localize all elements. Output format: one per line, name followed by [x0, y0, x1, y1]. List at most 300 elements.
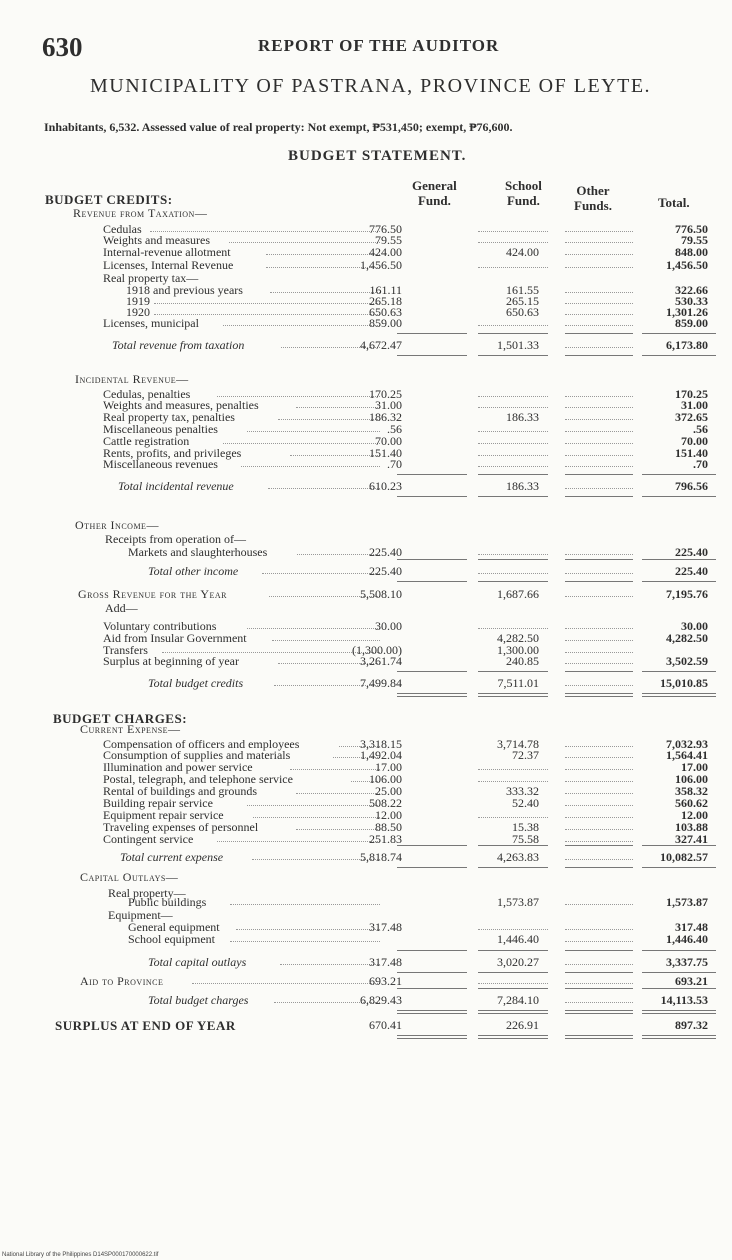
subtotal-rule	[478, 1013, 548, 1014]
subtotal-rule	[565, 496, 633, 497]
blank-cell-rule	[478, 781, 548, 782]
blank-cell-rule	[478, 817, 548, 818]
total-value: 1,564.41	[666, 748, 708, 762]
general-fund-value: 317.48	[369, 920, 402, 934]
blank-cell-rule	[565, 466, 633, 467]
double-rule	[478, 696, 548, 697]
school-fund-value: 186.33	[506, 479, 539, 493]
leader-dots	[223, 325, 380, 326]
subtotal-rule	[397, 333, 467, 334]
leader-dots	[217, 396, 380, 397]
subtotal-rule	[642, 496, 716, 497]
blank-cell-rule	[478, 466, 548, 467]
row-label: Rents, profits, and privileges	[103, 446, 242, 460]
subtotal-rule	[565, 845, 633, 846]
general-fund-value: 317.48	[369, 955, 402, 969]
subtotal-rule	[642, 333, 716, 334]
row-label: Receipts from operation of—	[105, 532, 246, 546]
total-value: 106.00	[675, 772, 708, 786]
blank-cell-rule	[478, 396, 548, 397]
subtotal-rule	[565, 355, 633, 356]
ledger-row-total-current-expense	[0, 850, 732, 864]
subtotal-rule	[642, 671, 716, 672]
row-label: School equipment	[128, 932, 215, 946]
subtotal-rule	[478, 845, 548, 846]
row-label: Other Income—	[75, 518, 159, 532]
blank-cell-rule	[565, 793, 633, 794]
blank-cell-rule	[565, 325, 633, 326]
blank-cell-rule	[565, 596, 633, 597]
subtotal-rule	[397, 1013, 467, 1014]
subtotal-rule	[642, 972, 716, 973]
total-value: 7,195.76	[666, 587, 708, 601]
blank-cell-rule	[478, 231, 548, 232]
subtotal-rule	[565, 950, 633, 951]
leader-dots	[247, 628, 380, 629]
leader-dots	[223, 443, 380, 444]
leader-dots	[296, 829, 380, 830]
subtotal-rule	[565, 988, 633, 989]
leader-dots	[229, 242, 380, 243]
blank-cell-rule	[478, 325, 548, 326]
leader-dots	[290, 455, 380, 456]
row-label: Miscellaneous penalties	[103, 422, 218, 436]
subtotal-rule	[565, 693, 633, 694]
total-value: 897.32	[675, 1018, 708, 1032]
total-value: 3,337.75	[666, 955, 708, 969]
blank-cell-rule	[565, 292, 633, 293]
leader-dots	[290, 769, 380, 770]
blank-cell-rule	[565, 829, 633, 830]
row-label: Building repair service	[103, 796, 213, 810]
general-fund-value: 151.40	[369, 446, 402, 460]
general-fund-value: 776.50	[369, 222, 402, 236]
blank-cell-rule	[565, 769, 633, 770]
subtotal-rule	[642, 1013, 716, 1014]
school-fund-value: 650.63	[506, 305, 539, 319]
row-label: Licenses, municipal	[103, 316, 199, 330]
general-fund-value: 1,456.50	[360, 258, 402, 272]
blank-cell-rule	[565, 455, 633, 456]
total-value: 70.00	[681, 434, 708, 448]
subtotal-rule	[478, 988, 548, 989]
ledger-row-total-capital-outlays	[0, 955, 732, 969]
total-value: 7,032.93	[666, 737, 708, 751]
ledger-row-contingent-service	[0, 832, 732, 846]
double-rule	[565, 696, 633, 697]
subtotal-rule	[478, 496, 548, 497]
school-fund-value: 52.40	[512, 796, 539, 810]
subtotal-rule	[565, 581, 633, 582]
blank-cell-rule	[478, 929, 548, 930]
subtotal-rule	[565, 867, 633, 868]
blank-cell-rule	[478, 407, 548, 408]
subtotal-rule	[397, 581, 467, 582]
leader-dots	[247, 431, 380, 432]
blank-cell-rule	[565, 746, 633, 747]
school-fund-value: 4,263.83	[497, 850, 539, 864]
general-fund-value: 25.00	[375, 784, 402, 798]
row-label: Total revenue from taxation	[112, 338, 245, 352]
total-value: 693.21	[675, 974, 708, 988]
ledger-row-incidental-revenue	[0, 372, 732, 386]
row-label: Transfers	[103, 643, 148, 657]
subtotal-rule	[397, 950, 467, 951]
total-value: 859.00	[675, 316, 708, 330]
school-fund-value: 1,687.66	[497, 587, 539, 601]
column-header-other: Other Funds.	[574, 183, 612, 213]
total-value: 776.50	[675, 222, 708, 236]
double-rule	[397, 696, 467, 697]
leader-dots	[253, 817, 380, 818]
row-label: Illumination and power service	[103, 760, 253, 774]
blank-cell-rule	[565, 685, 633, 686]
row-label: Total budget charges	[148, 993, 249, 1007]
leader-dots	[162, 652, 380, 653]
ledger-row-current-expense	[0, 722, 732, 736]
total-value: 15,010.85	[660, 676, 708, 690]
row-label: Public buildings	[128, 895, 207, 909]
row-label: Gross Revenue for the Year	[78, 587, 228, 601]
total-value: 12.00	[681, 808, 708, 822]
subtotal-rule	[642, 581, 716, 582]
leader-dots	[241, 466, 380, 467]
total-value: 3,502.59	[666, 654, 708, 668]
row-label: Consumption of supplies and materials	[103, 748, 291, 762]
blank-cell-rule	[565, 805, 633, 806]
ledger-row-internal-revenue-allotment	[0, 245, 732, 259]
subtotal-rule	[565, 671, 633, 672]
blank-cell-rule	[478, 455, 548, 456]
general-fund-value: 30.00	[375, 619, 402, 633]
column-header-general: General Fund.	[412, 178, 457, 208]
general-fund-value: 225.40	[369, 564, 402, 578]
blank-cell-rule	[565, 757, 633, 758]
general-fund-value: 70.00	[375, 434, 402, 448]
general-fund-value: 161.11	[369, 283, 402, 297]
row-label: Total other income	[148, 564, 239, 578]
general-fund-value: 79.55	[375, 233, 402, 247]
ledger-row-revenue-from-taxation	[0, 206, 732, 220]
school-fund-value: 4,282.50	[497, 631, 539, 645]
general-fund-value: 3,318.15	[360, 737, 402, 751]
blank-cell-rule	[565, 859, 633, 860]
row-label: Total budget credits	[148, 676, 244, 690]
ledger-row-capital-outlays	[0, 870, 732, 884]
row-label: Licenses, Internal Revenue	[103, 258, 234, 272]
general-fund-value: 7,499.84	[360, 676, 402, 690]
general-fund-value: 31.00	[375, 398, 402, 412]
general-fund-value: 186.32	[369, 410, 402, 424]
subtotal-rule	[397, 1010, 467, 1011]
school-fund-value: 265.15	[506, 294, 539, 308]
leader-dots	[230, 904, 380, 905]
blank-cell-rule	[478, 769, 548, 770]
subtotal-rule	[397, 496, 467, 497]
row-label: Revenue from Taxation—	[73, 206, 208, 220]
ledger-row-public-buildings	[0, 895, 732, 909]
column-header-total: Total.	[658, 195, 690, 210]
ledger-row-receipts-from-operation-of	[0, 532, 732, 546]
blank-cell-rule	[565, 1002, 633, 1003]
subtotal-rule	[642, 950, 716, 951]
leader-dots	[262, 573, 380, 574]
total-value: 225.40	[675, 545, 708, 559]
footer-note: National Library of the Philippines D14SP000170000622.tif	[2, 1252, 159, 1258]
double-rule	[642, 696, 716, 697]
general-fund-value: 106.00	[369, 772, 402, 786]
ledger-row-other-income	[0, 518, 732, 532]
double-rule	[478, 1038, 548, 1039]
general-fund-value: 5,508.10	[360, 587, 402, 601]
blank-cell-rule	[565, 554, 633, 555]
total-value: 103.88	[675, 820, 708, 834]
row-label: SURPLUS AT END OF YEAR	[55, 1018, 236, 1033]
school-fund-value: 72.37	[512, 748, 539, 762]
school-fund-value: 1,573.87	[497, 895, 539, 909]
total-value: 6,173.80	[666, 338, 708, 352]
leader-dots	[278, 419, 380, 420]
subtotal-rule	[478, 867, 548, 868]
row-label: Total capital outlays	[148, 955, 247, 969]
subtotal-rule	[478, 355, 548, 356]
total-value: 560.62	[675, 796, 708, 810]
leader-dots	[296, 407, 380, 408]
ledger-row-aid-to-province	[0, 974, 732, 988]
blank-cell-rule	[565, 573, 633, 574]
school-fund-value: 226.91	[506, 1018, 539, 1032]
double-rule	[642, 1038, 716, 1039]
subtotal-rule	[642, 1035, 716, 1036]
row-label: Capital Outlays—	[80, 870, 179, 884]
school-fund-value: 7,511.01	[497, 676, 539, 690]
row-label: 1919	[126, 294, 150, 308]
subtotal-rule	[397, 559, 467, 560]
subtotal-rule	[565, 1010, 633, 1011]
general-fund-value: 693.21	[369, 974, 402, 988]
total-value: .56	[693, 422, 708, 436]
blank-cell-rule	[565, 640, 633, 641]
row-label: Surplus at beginning of year	[103, 654, 239, 668]
page-title: MUNICIPALITY OF PASTRANA, PROVINCE OF LEYTE.	[90, 75, 652, 97]
leader-dots	[217, 841, 380, 842]
row-label: Incidental Revenue—	[75, 372, 189, 386]
subtotal-rule	[565, 1013, 633, 1014]
subtotal-rule	[642, 988, 716, 989]
general-fund-value: 508.22	[369, 796, 402, 810]
blank-cell-rule	[478, 554, 548, 555]
blank-cell-rule	[565, 941, 633, 942]
subtotal-rule	[478, 1035, 548, 1036]
general-fund-value: 17.00	[375, 760, 402, 774]
total-value: .70	[693, 457, 708, 471]
total-value: 10,082.57	[660, 850, 708, 864]
blank-cell-rule	[478, 431, 548, 432]
blank-cell-rule	[565, 904, 633, 905]
running-head: REPORT OF THE AUDITOR	[258, 36, 500, 55]
row-label: Add—	[105, 601, 138, 615]
subtotal-rule	[642, 1010, 716, 1011]
subtotal-rule	[478, 671, 548, 672]
subtotal-rule	[478, 559, 548, 560]
total-value: 31.00	[681, 398, 708, 412]
total-value: 317.48	[675, 920, 708, 934]
subtotal-rule	[397, 845, 467, 846]
blank-cell-rule	[565, 964, 633, 965]
total-value: 4,282.50	[666, 631, 708, 645]
total-value: 1,446.40	[666, 932, 708, 946]
ledger-row-total-incidental-revenue	[0, 479, 732, 493]
budget-statement-heading: BUDGET STATEMENT.	[288, 148, 467, 164]
subtotal-rule	[397, 988, 467, 989]
general-fund-value: 670.41	[369, 1018, 402, 1032]
subtotal-rule	[642, 559, 716, 560]
total-value: 30.00	[681, 619, 708, 633]
row-label: 1918 and previous years	[126, 283, 243, 297]
row-label: Contingent service	[103, 832, 194, 846]
total-value: 358.32	[675, 784, 708, 798]
general-fund-value: 5,818.74	[360, 850, 402, 864]
ledger-row-add	[0, 601, 732, 615]
leader-dots	[280, 964, 380, 965]
row-label: Rental of buildings and grounds	[103, 784, 257, 798]
subtotal-rule	[565, 474, 633, 475]
general-fund-value: (1,300.00)	[352, 643, 402, 657]
general-fund-value: 3,261.74	[360, 654, 402, 668]
subtotal-rule	[397, 671, 467, 672]
row-label: Equipment—	[108, 908, 173, 922]
subtotal-rule	[642, 845, 716, 846]
row-label: Real property tax—	[103, 271, 199, 285]
row-label: Cedulas, penalties	[103, 387, 191, 401]
ledger-row-budget-credits	[0, 192, 732, 206]
total-value: 14,113.53	[660, 993, 708, 1007]
leader-dots	[270, 292, 380, 293]
blank-cell-rule	[565, 929, 633, 930]
school-fund-value: 3,714.78	[497, 737, 539, 751]
ledger-row-licenses-municipal	[0, 316, 732, 330]
school-fund-value: 1,501.33	[497, 338, 539, 352]
subtotal-rule	[642, 693, 716, 694]
row-label: Equipment repair service	[103, 808, 224, 822]
subtotal-rule	[478, 693, 548, 694]
row-label: Aid from Insular Government	[103, 631, 247, 645]
total-value: 796.56	[675, 479, 708, 493]
blank-cell-rule	[565, 841, 633, 842]
row-label: Cattle registration	[103, 434, 190, 448]
blank-cell-rule	[565, 628, 633, 629]
total-value: 170.25	[675, 387, 708, 401]
total-value: 530.33	[675, 294, 708, 308]
blank-cell-rule	[565, 419, 633, 420]
school-fund-value: 161.55	[506, 283, 539, 297]
row-label: Aid to Province	[80, 974, 164, 988]
subtotal-rule	[642, 474, 716, 475]
blank-cell-rule	[565, 231, 633, 232]
general-fund-value: 265.18	[369, 294, 402, 308]
subtotal-rule	[478, 474, 548, 475]
total-value: 327.41	[675, 832, 708, 846]
total-value: 17.00	[681, 760, 708, 774]
subtotal-rule	[478, 581, 548, 582]
subtotal-rule	[642, 355, 716, 356]
ledger-row-gross-revenue-for-the-year	[0, 587, 732, 601]
blank-cell-rule	[478, 443, 548, 444]
total-value: 322.66	[675, 283, 708, 297]
blank-cell-rule	[565, 983, 633, 984]
school-fund-value: 3,020.27	[497, 955, 539, 969]
leader-dots	[192, 983, 380, 984]
row-label: General equipment	[128, 920, 220, 934]
row-label: Compensation of officers and employees	[103, 737, 300, 751]
blank-cell-rule	[565, 781, 633, 782]
row-label: Internal-revenue allotment	[103, 245, 231, 259]
subtotal-rule	[565, 972, 633, 973]
subtotal-rule	[478, 1010, 548, 1011]
blank-cell-rule	[565, 431, 633, 432]
subtotal-rule	[478, 972, 548, 973]
school-fund-value: 186.33	[506, 410, 539, 424]
blank-cell-rule	[565, 396, 633, 397]
blank-cell-rule	[565, 652, 633, 653]
blank-cell-rule	[565, 817, 633, 818]
blank-cell-rule	[565, 407, 633, 408]
subtotal-rule	[478, 950, 548, 951]
row-label: Current Expense—	[80, 722, 181, 736]
subtotal-rule	[478, 333, 548, 334]
row-label: Total incidental revenue	[118, 479, 234, 493]
row-label: Total current expense	[120, 850, 224, 864]
subtotal-rule	[565, 333, 633, 334]
blank-cell-rule	[478, 267, 548, 268]
general-fund-value: 88.50	[375, 820, 402, 834]
ledger-row-surplus-at-end-of-year	[0, 1018, 732, 1032]
school-fund-value: 7,284.10	[497, 993, 539, 1007]
subtotal-rule	[397, 1035, 467, 1036]
general-fund-value: 650.63	[369, 305, 402, 319]
subtotal-rule	[642, 867, 716, 868]
school-fund-value: 1,446.40	[497, 932, 539, 946]
total-value: 79.55	[681, 233, 708, 247]
blank-cell-rule	[565, 443, 633, 444]
blank-cell-rule	[478, 242, 548, 243]
blank-cell-rule	[565, 663, 633, 664]
blank-cell-rule	[565, 303, 633, 304]
column-header-school: School Fund.	[505, 178, 542, 208]
subtotal-rule	[397, 474, 467, 475]
leader-dots	[266, 254, 380, 255]
row-label: Weights and measures, penalties	[103, 398, 259, 412]
school-fund-value: 75.58	[512, 832, 539, 846]
general-fund-value: 6,829.43	[360, 993, 402, 1007]
ledger-row-total-revenue-from-taxation	[0, 338, 732, 352]
row-label: Real property tax, penalties	[103, 410, 235, 424]
ledger-row-total-budget-charges	[0, 993, 732, 1007]
blank-cell-rule	[478, 628, 548, 629]
subtotal-rule	[397, 693, 467, 694]
general-fund-value: 859.00	[369, 316, 402, 330]
general-fund-value: 1,492.04	[360, 748, 402, 762]
ledger-row-total-budget-credits	[0, 676, 732, 690]
total-value: 225.40	[675, 564, 708, 578]
subtotal-rule	[565, 559, 633, 560]
ledger-row-miscellaneous-revenues	[0, 457, 732, 471]
general-fund-value: 251.83	[369, 832, 402, 846]
general-fund-value: 424.00	[369, 245, 402, 259]
total-value: 848.00	[675, 245, 708, 259]
total-value: 1,573.87	[666, 895, 708, 909]
ledger-row-school-equipment	[0, 932, 732, 946]
